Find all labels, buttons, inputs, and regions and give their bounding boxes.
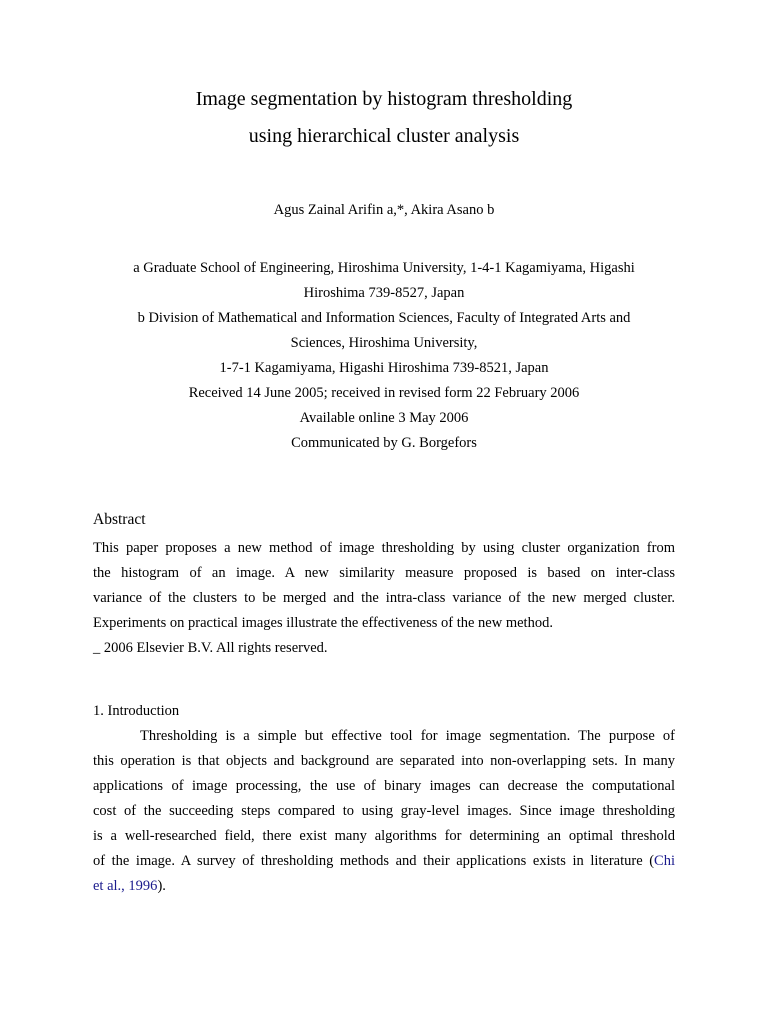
introduction-line — [93, 878, 166, 895]
introduction-line — [93, 853, 675, 870]
introduction-line: this operation is that objects and background are separated into non-overlapping sets. In many — [93, 753, 675, 769]
affiliation-b-line-3: 1-7-1 Kagamiyama, Higashi Hiroshima 739-8521, Japan — [219, 360, 549, 376]
received-dates: Received 14 June 2005; received in revised form 22 February 2006 — [188, 385, 580, 401]
citation-link[interactable]: et al., 1996 — [93, 878, 158, 894]
introduction-line: cost of the succeeding steps compared to using gray-level images. Since image thresholding — [93, 803, 675, 819]
paper-title-line-1: Image segmentation by histogram thresholding — [195, 88, 573, 110]
paper-title-line-2: using hierarchical cluster analysis — [248, 125, 520, 147]
abstract-line: variance of the clusters to be merged and the intra-class variance of the new merged cluster. — [93, 590, 675, 606]
introduction-line: is a well-researched field, there exist many algorithms for determining an optimal threshold — [93, 828, 675, 844]
affiliation-b-line-2: Sciences, Hiroshima University, — [290, 335, 478, 351]
author-list: Agus Zainal Arifin a,*, Akira Asano b — [273, 202, 495, 218]
affiliation-a-line-1: a Graduate School of Engineering, Hiroshima University, 1-4-1 Kagamiyama, Higashi — [133, 260, 635, 276]
abstract-line: Experiments on practical images illustrate the effectiveness of the new method. — [93, 615, 553, 631]
affiliation-b-line-1: b Division of Mathematical and Information Sciences, Faculty of Integrated Arts and — [137, 310, 631, 326]
introduction-line: Thresholding is a simple but effective tool for image segmentation. The purpose of — [140, 728, 675, 744]
introduction-line-text: of the image. A survey of thresholding methods and their applications exists in literature ( — [93, 853, 655, 869]
introduction-line-text: ). — [157, 878, 166, 894]
available-online-date: Available online 3 May 2006 — [299, 410, 469, 426]
introduction-line: applications of image processing, the use of binary images can decrease the computational — [93, 778, 675, 794]
copyright-notice: _ 2006 Elsevier B.V. All rights reserved. — [93, 640, 328, 656]
abstract-line: the histogram of an image. A new similarity measure proposed is based on inter-class — [93, 565, 675, 581]
abstract-line: This paper proposes a new method of image thresholding by using cluster organization from — [93, 540, 675, 556]
abstract-heading: Abstract — [93, 511, 146, 528]
communicated-by: Communicated by G. Borgefors — [291, 435, 477, 451]
citation-link[interactable]: Chi — [654, 853, 675, 869]
introduction-heading: 1. Introduction — [93, 703, 180, 719]
affiliation-a-line-2: Hiroshima 739-8527, Japan — [303, 285, 465, 301]
